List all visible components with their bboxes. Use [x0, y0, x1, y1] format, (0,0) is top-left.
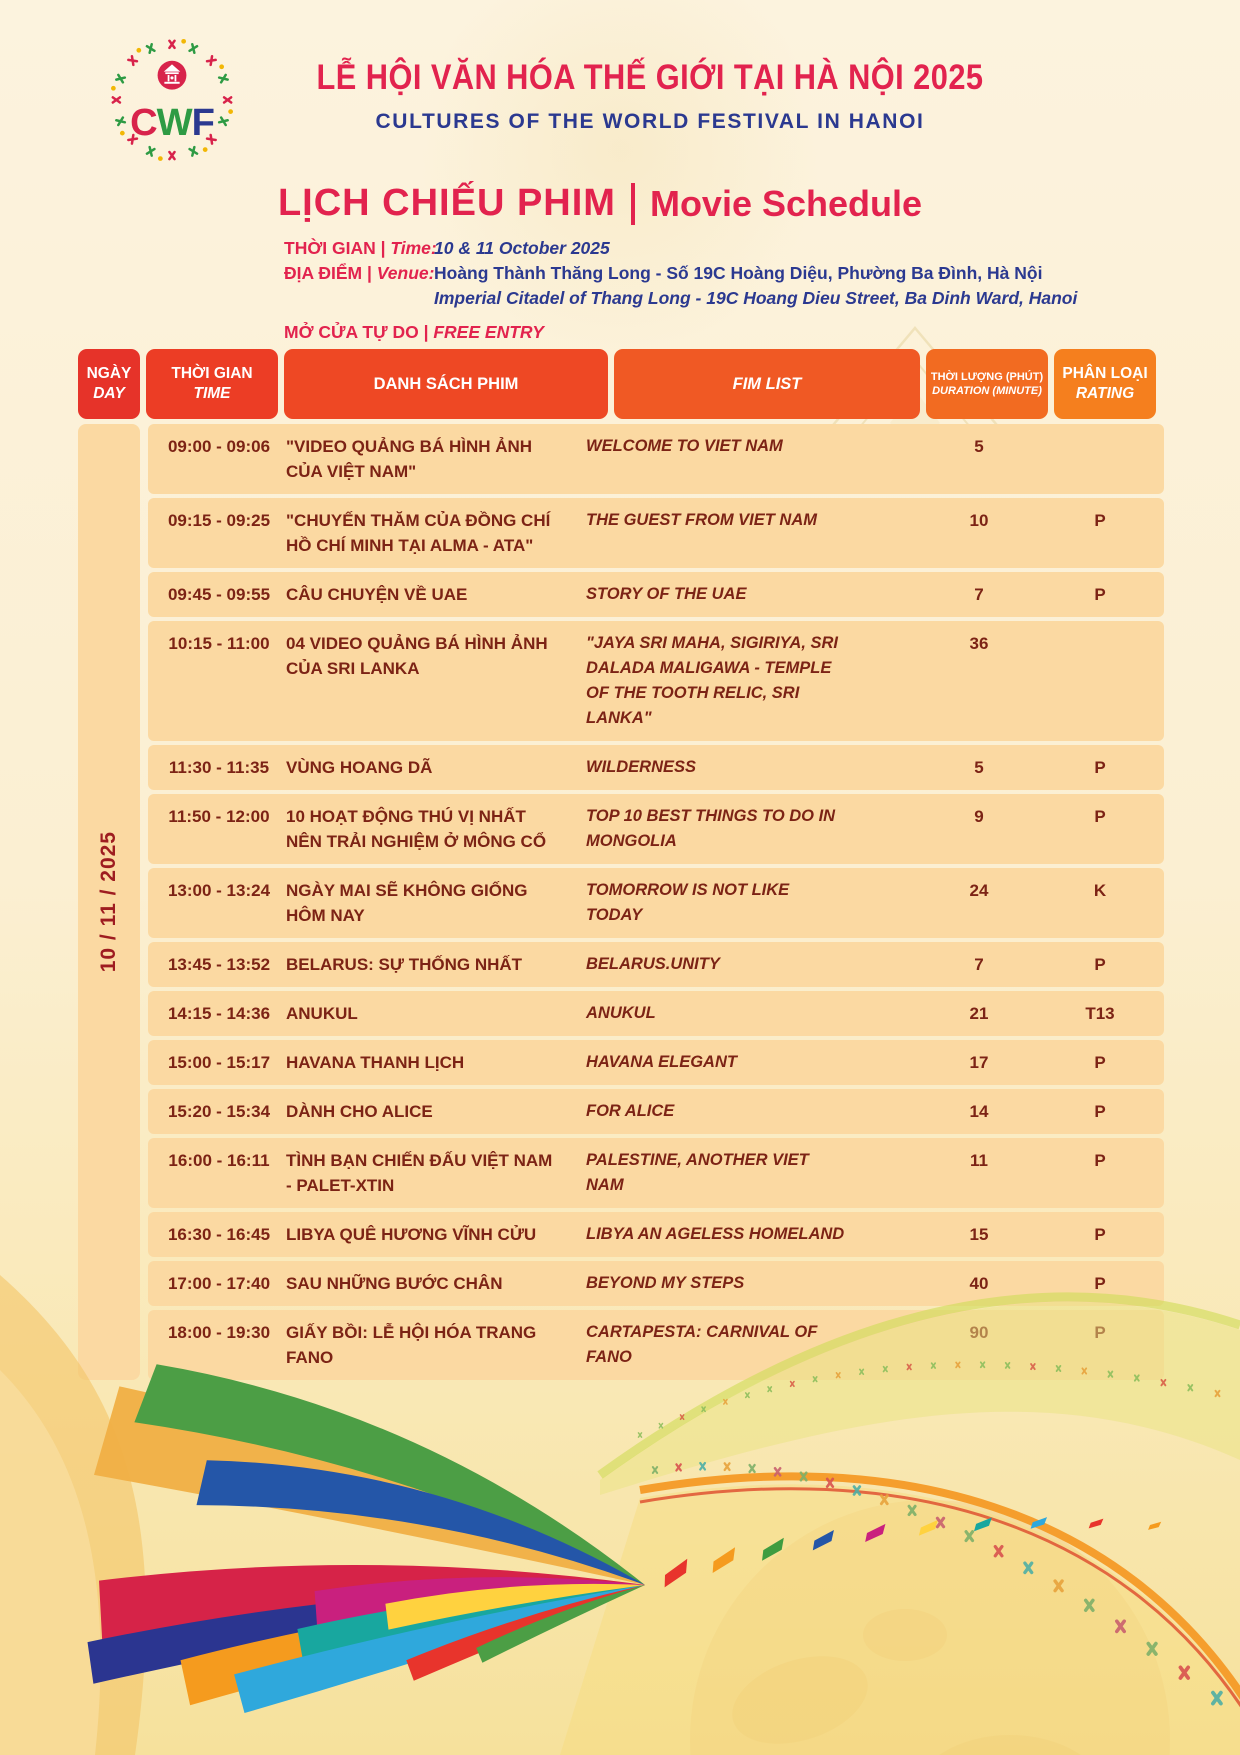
col-header-line: PHÂN LOẠI — [1062, 365, 1148, 382]
venue-value-vi: Hoàng Thành Thăng Long - Số 19C Hoàng Diệu, Phường Ba Đình, Hà Nội — [434, 263, 1043, 283]
cell-title-vi: CÂU CHUYỆN VỀ UAE — [286, 585, 468, 604]
col-header-rating — [1054, 349, 1156, 419]
cell-duration: 7 — [974, 955, 984, 974]
venue-label-vi: ĐỊA ĐIỂM — [284, 263, 363, 283]
label-pipe: | — [380, 238, 386, 258]
table-row — [148, 1040, 1164, 1085]
title-divider — [631, 183, 635, 225]
time-value: 10 & 11 October 2025 — [434, 238, 610, 258]
cell-title-en: CARTAPESTA: CARNIVAL OF FANO — [586, 1323, 818, 1366]
schedule-title — [0, 182, 1200, 225]
ribbon-fan — [88, 1364, 646, 1713]
cell-duration: 5 — [974, 758, 984, 777]
cell-time: 13:00 - 13:24 — [167, 881, 271, 900]
cell-title-en: THE GUEST FROM VIET NAM — [586, 511, 817, 529]
orange-arc — [560, 1476, 1240, 1755]
venue-row — [284, 261, 1077, 286]
cell-title-vi: ANUKUL — [286, 1004, 358, 1023]
cell-time: 15:20 - 15:34 — [167, 1102, 271, 1121]
col-header-duration — [926, 349, 1048, 419]
cell-rating: P — [1094, 955, 1106, 974]
venue-value-en: Imperial Citadel of Thang Long - 19C Hoang Dieu Street, Ba Dinh Ward, Hanoi — [434, 288, 1078, 308]
cell-time: 09:45 - 09:55 — [167, 585, 271, 604]
cell-time: 16:30 - 16:45 — [167, 1225, 271, 1244]
cell-time: 14:15 - 14:36 — [167, 1004, 271, 1023]
cell-rating: P — [1094, 758, 1106, 777]
cell-duration: 9 — [974, 807, 984, 826]
cell-title-en: BEYOND MY STEPS — [586, 1274, 745, 1292]
time-label-vi: THỜI GIAN — [284, 238, 376, 258]
schedule-title-en: Movie Schedule — [649, 182, 923, 224]
cell-time: 13:45 - 13:52 — [167, 955, 271, 974]
cell-duration: 24 — [969, 881, 989, 900]
time-label — [284, 236, 437, 261]
cell-title-en: BELARUS.UNITY — [586, 955, 720, 973]
col-header-line: DANH SÁCH PHIM — [373, 375, 519, 393]
col-header-film-en — [614, 349, 920, 419]
venue-row-en — [284, 286, 1077, 311]
cell-title-vi: VÙNG HOANG DÃ — [286, 758, 433, 777]
cell-rating: P — [1094, 1225, 1106, 1244]
cell-title-vi: GIẤY BỒI: LỄ HỘI HÓA TRANG FANO — [286, 1323, 537, 1367]
cell-title-en: WILDERNESS — [586, 758, 697, 776]
table-header — [78, 349, 1164, 419]
cell-time: 17:00 - 17:40 — [167, 1274, 271, 1293]
cell-title-en: PALESTINE, ANOTHER VIET NAM — [586, 1151, 809, 1194]
cell-rating: P — [1094, 1151, 1106, 1170]
cell-duration: 21 — [969, 1004, 989, 1023]
day-value: 10 / 11 / 2025 — [97, 831, 120, 973]
col-header-line: THỜI LƯỢNG (PHÚT) — [930, 370, 1044, 383]
time-label-en: Time: — [390, 238, 437, 258]
cell-duration: 14 — [969, 1102, 989, 1121]
col-header-line: NGÀY — [86, 365, 132, 382]
label-pipe: | — [366, 263, 372, 283]
cell-title-vi: "VIDEO QUẢNG BÁ HÌNH ẢNH CỦA VIỆT NAM" — [286, 437, 533, 481]
col-header-day — [78, 349, 140, 419]
cell-duration: 5 — [974, 437, 984, 456]
cell-title-vi: SAU NHỮNG BƯỚC CHÂN — [286, 1274, 503, 1293]
table-row — [148, 621, 1164, 741]
cell-title-vi: "CHUYẾN THĂM CỦA ĐỒNG CHÍ HỒ CHÍ MINH TẠI ALMA - ATA" — [286, 511, 551, 555]
col-header-film-vi — [284, 349, 608, 419]
cell-rating: P — [1094, 807, 1106, 826]
festival-title-en: CULTURES OF THE WORLD FESTIVAL IN HANOI — [375, 110, 925, 133]
cell-duration: 17 — [969, 1053, 989, 1072]
table-row — [148, 424, 1164, 494]
cell-rating: K — [1093, 881, 1107, 900]
table-row — [148, 572, 1164, 617]
col-header-line: DAY — [93, 385, 125, 402]
cell-duration: 15 — [969, 1225, 989, 1244]
table-row — [148, 1089, 1164, 1134]
cell-title-en: HAVANA ELEGANT — [586, 1053, 737, 1071]
cell-time: 15:00 - 15:17 — [167, 1053, 271, 1072]
cell-time: 11:30 - 11:35 — [168, 758, 270, 777]
cell-title-en: STORY OF THE UAE — [586, 585, 747, 603]
cell-duration: 36 — [969, 634, 989, 653]
free-entry-vi: MỞ CỬA TỰ DO — [284, 322, 419, 342]
cell-duration: 11 — [970, 1151, 988, 1170]
khue-van-cac-icon — [158, 61, 187, 90]
venue-label-en: Venue: — [376, 263, 435, 283]
cwf-logo — [104, 34, 240, 170]
col-header-line: FIM LIST — [732, 375, 802, 393]
table-row — [148, 745, 1164, 790]
col-header-time — [146, 349, 278, 419]
cell-title-vi: NGÀY MAI SẼ KHÔNG GIỐNG HÔM NAY — [286, 881, 528, 925]
col-header-line: RATING — [1075, 385, 1135, 402]
table-row — [148, 942, 1164, 987]
cell-title-vi: DÀNH CHO ALICE — [286, 1102, 433, 1121]
cell-title-vi: HAVANA THANH LỊCH — [286, 1053, 465, 1072]
cell-rating — [1042, 434, 1158, 484]
venue-label — [284, 261, 434, 286]
cell-rating: T13 — [1085, 1004, 1115, 1023]
cell-rating: P — [1094, 511, 1106, 530]
cell-title-en: TOMORROW IS NOT LIKE TODAY — [586, 881, 790, 924]
cell-duration: 7 — [974, 585, 984, 604]
time-row — [284, 236, 1077, 261]
cell-duration: 10 — [969, 511, 989, 530]
logo-cwf-text: CWF — [130, 100, 214, 144]
cell-rating: P — [1094, 1274, 1106, 1293]
cell-title-en: ANUKUL — [586, 1004, 656, 1022]
cell-time: 10:15 - 11:00 — [168, 634, 270, 653]
cell-rating: P — [1094, 585, 1106, 604]
cell-title-en: "JAYA SRI MAHA, SIGIRIYA, SRI DALADA MALIGAWA - TEMPLE OF THE TOOTH RELIC, SRI LANKA" — [586, 634, 838, 727]
label-pipe: | — [423, 322, 429, 342]
free-entry-en: FREE ENTRY — [433, 322, 544, 342]
cell-title-en: LIBYA AN AGELESS HOMELAND — [586, 1225, 845, 1243]
table-row — [148, 794, 1164, 864]
cell-title-en: WELCOME TO VIET NAM — [586, 437, 783, 455]
cell-rating: P — [1094, 1053, 1106, 1072]
cell-time: 11:50 - 12:00 — [168, 807, 270, 826]
cell-time: 16:00 - 16:11 — [168, 1151, 270, 1170]
cell-title-vi: 04 VIDEO QUẢNG BÁ HÌNH ẢNH CỦA SRI LANKA — [286, 634, 548, 678]
festival-title-vi: LỄ HỘI VĂN HÓA THẾ GIỚI TẠI HÀ NỘI 2025 — [316, 58, 984, 97]
venue-label-spacer — [284, 286, 434, 311]
cell-title-vi: TÌNH BẠN CHIẾN ĐẤU VIỆT NAM - PALET-XTIN — [286, 1151, 553, 1195]
cell-time: 18:00 - 19:30 — [167, 1323, 271, 1342]
cell-rating — [1042, 631, 1158, 731]
col-header-line: TIME — [193, 385, 231, 402]
header — [250, 58, 1050, 134]
cell-rating: P — [1094, 1102, 1106, 1121]
cell-title-vi: LIBYA QUÊ HƯƠNG VĨNH CỬU — [286, 1225, 537, 1244]
col-header-line: THỜI GIAN — [171, 365, 253, 382]
col-header-line: DURATION (MINUTE) — [932, 385, 1042, 397]
table-row — [148, 991, 1164, 1036]
table-row — [148, 498, 1164, 568]
table-row — [148, 868, 1164, 938]
green-band — [600, 1297, 1240, 1495]
left-swoosh — [0, 1275, 146, 1755]
cell-title-vi: BELARUS: SỰ THỐNG NHẤT — [286, 955, 523, 974]
cell-time: 09:15 - 09:25 — [167, 511, 271, 530]
schedule-title-vi: LỊCH CHIẾU PHIM — [277, 182, 616, 224]
cell-title-vi: 10 HOẠT ĐỘNG THÚ VỊ NHẤT NÊN TRẢI NGHIỆM Ở MÔNG CỔ — [286, 807, 547, 851]
cell-title-en: TOP 10 BEST THINGS TO DO IN MONGOLIA — [586, 807, 836, 850]
cell-duration: 40 — [969, 1274, 989, 1293]
footer-decoration — [0, 1180, 1240, 1755]
cell-title-en: FOR ALICE — [586, 1102, 675, 1120]
cell-time: 09:00 - 09:06 — [167, 437, 271, 456]
